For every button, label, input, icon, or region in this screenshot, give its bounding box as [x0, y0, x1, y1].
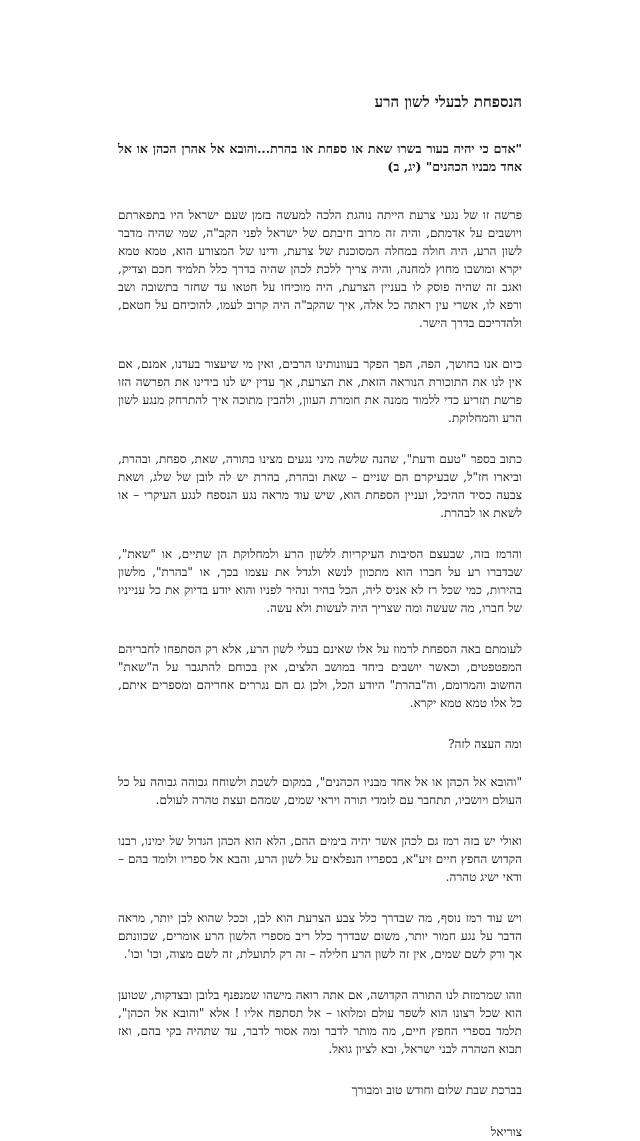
signature: צוריאל	[490, 1125, 522, 1139]
signoff: בברכת שבת שלום וחודש טוב ומבורך	[351, 1083, 522, 1097]
paragraph-5: לעומתם באה הספחת לרמוז על אלו שאינם בעלי לשון הרע, אלא רק הסתפחו לחבריהם המפטפטים, וכאשר יושבים ביחד במושב הלצים, אין בכוחם להתגבר על ה"שאת" החשוב והמרומם, וה"בהרת" היודע הכל, ולכן גם הם נגררים אחריהם ומספרים איתם, כל אלו טמא טמא יקרא.	[118, 642, 522, 710]
paragraph-4: והרמז בזה, שבעצם הסיבות העיקריות ללשון הרע ולמחלוקת הן שתיים, או "שאת", שבדברו רע על חברו הוא מתכוון לנשא ולגדל את עצמו בכך, או "בהרת", מלשון בהירות, כמי שכל רז לא אניס ליה, הכל בהיר ונהיר לפניו והוא יודע בדיוק את כל ענייניו של חברו, מה שעשה ומה שצריך היה לעשות ולא עשה.	[118, 547, 522, 615]
paragraph-10: וזהו שמרמזת לנו התורה הקדושה, אם אתה רואה מישהו שמנפנף בלובן ובצדקות, שטוען הוא שכל רצונו הוא לשפר עולם ומלואו – אל תסתפח אליו ! אלא "והובא אל הכהן", תלמד בספרי החפץ חיים, מה מותר לדבר ומה אסור לדבר, עד שתהיה בקי בהם, ואז תבוא הטהרה לבני ישראל, ובא לציון גואל.	[118, 988, 522, 1056]
verse-quote: "אדם כי יהיה בעור בשרו שאת או ספחת או בהרת...והובא אל אהרן הכהן או אל אחד מבניו הכהנים" (יג, ב)	[118, 141, 522, 174]
paragraph-2: כיום אנו בחושך, הפה, הפך הפקר בעוונותינו הרבים, ואין מי שיעצור בעדנו, אמנם, אם אין לנו את התוכורת הנוראה הזאת, את הצרעת, אך עדין יש לנו בידינו את הפרשה הזו פרשת תזריע כדי ללמוד ממנה את חומרת העוון, ולהבין מתוכה איך להתרחק מנגע לשון הרע והמחלוקת.	[118, 357, 522, 425]
article-title: הנספחת לבעלי לשון הרע	[374, 93, 522, 111]
question-line: ומה העצה לזה?	[448, 737, 522, 751]
paragraph-7: "והובא אל הכהן או אל אחד מבניו הכהנים", במקום לשבת ולשוחח גבוהה גבוהה על כל העולם ויושביו, תתחבר עם לומדי תורה ויראי שמים, שמהם ועצת טהרה לעולם.	[118, 775, 522, 807]
paragraph-9: ויש עוד רמז נוסף, מה שבדרך כלל צבע הצרעת הוא לבן, וככל שהוא לבן יותר, מראה הדבר על נגע חמור יותר, משום שבדרך כלל ריב מספרי הלשון הרע אומרים, שכוונתם אך ורק לשם שמים, אין זה לשון הרע חלילה – זה רק לתועלת, זה לשם מצוה, וכו' וכו'.	[118, 911, 523, 961]
paragraph-3: כתוב בספר "טעם ודעת", שהנה שלשה מיני נגעים מצינו בתורה, שאת, ספחת, ובהרת, וביארו חז"ל, שבעיקרם הם שניים – שאת ובהרת, בהרת יש לה לובן של שלג, ושאת צבעה כסיד ההיכל, ועניין הספחת הוא, שיש עוד מראה נגע הנספח לנגע העיקרי – או לשאת או לבהרת.	[118, 452, 522, 520]
paragraph-8: ואולי יש בזה רמז גם לכהן אשר יהיה בימים ההם, הלא הוא הכהן הגדול של ימינו, רבנו הקדוש החפץ חיים זיע"א, בספריו הנפלאים על לשון הרע, והבא אל ספריו ולומד בהם – ודאי ישיג טהרה.	[118, 834, 522, 884]
paragraph-1: פרשה זו של נגעי צרעת הייתה נוהגת הלכה למעשה בזמן שעם ישראל היו בתפארתם ויושבים על אדמתם, והיה זה מרוב חיבתם של ישראל לפני הקב"ה, שמי שהיה מדבר לשון הרע, היה חולה במחלה המסוכנת של צרעת, ודינו של המצורע הוא, טמא טמא יקרא ומושבו מחוץ למחנה, והיה צריך ללכת לכהן שהיה בדרך כלל תלמיד חכם וצדיק, ואגב זה שהיה פוסק לו בעניין הצרעת, היה מוכיחו על חטאו עד שחזר בתשובה ושב ורפא לו, אשרי עין ראתה כל אלה, איך שהקב"ה היה קרוב לעמו, להוכיחם על חטאם, ולהדריכם בדרך הישר.	[118, 208, 522, 330]
